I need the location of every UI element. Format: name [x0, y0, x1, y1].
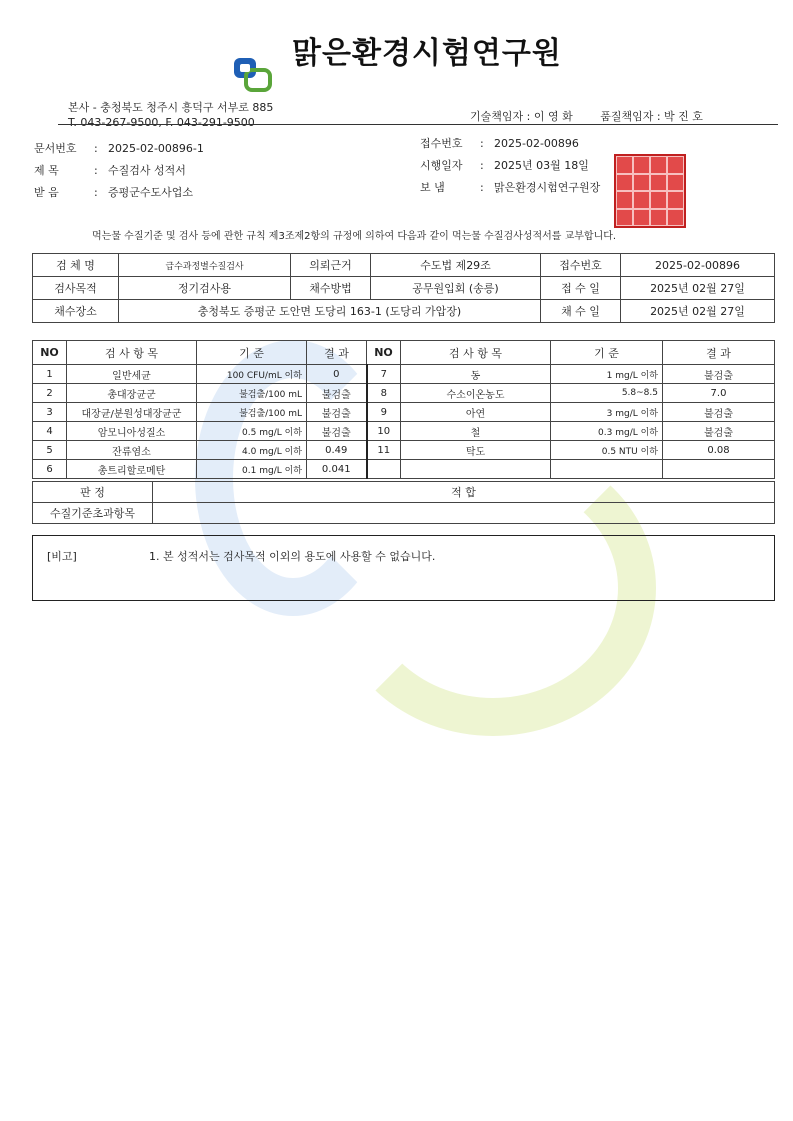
hq-info	[68, 100, 273, 130]
official-seal	[614, 154, 686, 228]
info-row	[33, 277, 775, 300]
exceed-label: 수질기준초과항목	[33, 503, 153, 524]
table-cell: 100 CFU/mL 이하	[197, 365, 307, 384]
table-cell: 5.8~8.5	[551, 384, 663, 403]
table-cell: 접수번호	[541, 254, 621, 277]
table-cell: 4.0 mg/L 이하	[197, 441, 307, 460]
table-cell: 0.49	[307, 441, 367, 460]
table-cell: 0.5 NTU 이하	[551, 441, 663, 460]
table-row	[33, 460, 775, 479]
table-cell: 불검출	[663, 365, 775, 384]
header-divider	[58, 124, 778, 125]
table-cell: 6	[33, 460, 67, 479]
table-cell: 9	[367, 403, 401, 422]
table-cell: 충청북도 증평군 도안면 도당리 163-1 (도당리 가압장)	[119, 300, 541, 323]
table-cell: 3 mg/L 이하	[551, 403, 663, 422]
table-cell: 대장균/분원성대장균군	[67, 403, 197, 422]
table-cell: 0.041	[307, 460, 367, 479]
info-row	[33, 300, 775, 323]
table-cell: 4	[33, 422, 67, 441]
meta-receipt-no: 접수번호 : 2025-02-00896	[420, 137, 579, 150]
table-cell: 채수방법	[291, 277, 371, 300]
table-cell: NO	[367, 341, 401, 365]
test-items-table	[32, 340, 775, 479]
table-cell: 결 과	[663, 341, 775, 365]
table-cell: 불검출	[663, 403, 775, 422]
table-cell: 불검출/100 mL	[197, 384, 307, 403]
table-cell	[663, 460, 775, 479]
table-row	[33, 482, 775, 503]
table-cell: 0.5 mg/L 이하	[197, 422, 307, 441]
table-cell: 0.08	[663, 441, 775, 460]
table-cell: 잔류염소	[67, 441, 197, 460]
remarks-label: [비고]	[47, 550, 77, 563]
table-cell	[551, 460, 663, 479]
table-cell: 10	[367, 422, 401, 441]
table-cell: 11	[367, 441, 401, 460]
table-cell: NO	[33, 341, 67, 365]
table-cell: 채수장소	[33, 300, 119, 323]
table-cell: 검 체 명	[33, 254, 119, 277]
meta-issue-date: 시행일자 : 2025년 03월 18일	[420, 159, 589, 172]
table-cell: 1 mg/L 이하	[551, 365, 663, 384]
table-cell: 급수과정별수질검사	[119, 254, 291, 277]
org-logo-icon	[232, 56, 272, 94]
org-name: 맑은환경시험연구원	[292, 36, 562, 71]
meta-title: 제 목 : 수질검사 성적서	[34, 164, 186, 177]
table-cell: 5	[33, 441, 67, 460]
remarks-box	[32, 535, 775, 601]
table-cell: 0.1 mg/L 이하	[197, 460, 307, 479]
table-cell: 2025년 02월 27일	[621, 277, 775, 300]
table-cell: 2025년 02월 27일	[621, 300, 775, 323]
table-cell: 수도법 제29조	[371, 254, 541, 277]
table-row	[33, 503, 775, 524]
table-cell: 불검출/100 mL	[197, 403, 307, 422]
table-cell: 검 사 항 목	[401, 341, 551, 365]
intro-text: 먹는물 수질기준 및 검사 등에 관한 규칙 제3조제2항의 규정에 의하여 다음과 같이 먹는물 수질검사성적서를 교부합니다.	[92, 231, 617, 242]
table-cell: 탁도	[401, 441, 551, 460]
table-cell: 총트리할로메탄	[67, 460, 197, 479]
remarks-text: 1. 본 성적서는 검사목적 이외의 용도에 사용할 수 없습니다.	[149, 550, 436, 563]
table-cell: 의뢰근거	[291, 254, 371, 277]
meta-right	[420, 133, 600, 199]
table-cell: 3	[33, 403, 67, 422]
table-cell: 7.0	[663, 384, 775, 403]
info-row	[33, 254, 775, 277]
table-cell: 접 수 일	[541, 277, 621, 300]
quality-manager: 품질책임자 : 박 진 호	[600, 110, 703, 123]
table-cell: 일반세균	[67, 365, 197, 384]
table-cell	[367, 460, 401, 479]
exceed-value	[153, 503, 775, 524]
table-cell: 불검출	[307, 403, 367, 422]
table-cell: 불검출	[307, 384, 367, 403]
table-cell: 1	[33, 365, 67, 384]
table-cell: 0	[307, 365, 367, 384]
table-cell: 수소이온농도	[401, 384, 551, 403]
table-cell: 정기검사용	[119, 277, 291, 300]
table-cell: 7	[367, 365, 401, 384]
table-cell: 공무원입회 (송릉)	[371, 277, 541, 300]
meta-sender: 보 냄 : 맑은환경시험연구원장	[420, 181, 601, 194]
table-cell: 기 준	[197, 341, 307, 365]
table-cell: 철	[401, 422, 551, 441]
table-cell: 동	[401, 365, 551, 384]
hq-contact: T. 043-267-9500, F. 043-291-9500	[68, 116, 255, 129]
table-cell: 결 과	[307, 341, 367, 365]
table-cell: 검사목적	[33, 277, 119, 300]
table-cell: 검 사 항 목	[67, 341, 197, 365]
table-cell: 암모니아성질소	[67, 422, 197, 441]
table-cell	[401, 460, 551, 479]
verdict-table	[32, 481, 775, 524]
table-cell: 불검출	[307, 422, 367, 441]
table-cell: 2	[33, 384, 67, 403]
table-header-row	[33, 341, 775, 365]
table-cell: 8	[367, 384, 401, 403]
table-cell: 불검출	[663, 422, 775, 441]
meta-recipient: 받 음 : 증평군수도사업소	[34, 186, 194, 199]
verdict-value: 적 합	[153, 482, 775, 503]
table-row	[33, 365, 775, 384]
table-row	[33, 441, 775, 460]
tech-manager: 기술책임자 : 이 영 화	[470, 110, 573, 123]
table-cell: 아연	[401, 403, 551, 422]
table-row	[33, 403, 775, 422]
table-row	[33, 384, 775, 403]
table-cell: 총대장균군	[67, 384, 197, 403]
table-cell: 기 준	[551, 341, 663, 365]
table-cell: 0.3 mg/L 이하	[551, 422, 663, 441]
verdict-label: 판 정	[33, 482, 153, 503]
table-cell: 채 수 일	[541, 300, 621, 323]
responsible-persons	[470, 108, 727, 124]
meta-doc-no: 문서번호 : 2025-02-00896-1	[34, 142, 204, 155]
hq-address: 본사 - 충청북도 청주시 흥덕구 서부로 885	[68, 101, 274, 114]
table-row	[33, 422, 775, 441]
sample-info-table	[32, 253, 775, 323]
table-cell: 2025-02-00896	[621, 254, 775, 277]
meta-left	[34, 138, 204, 204]
